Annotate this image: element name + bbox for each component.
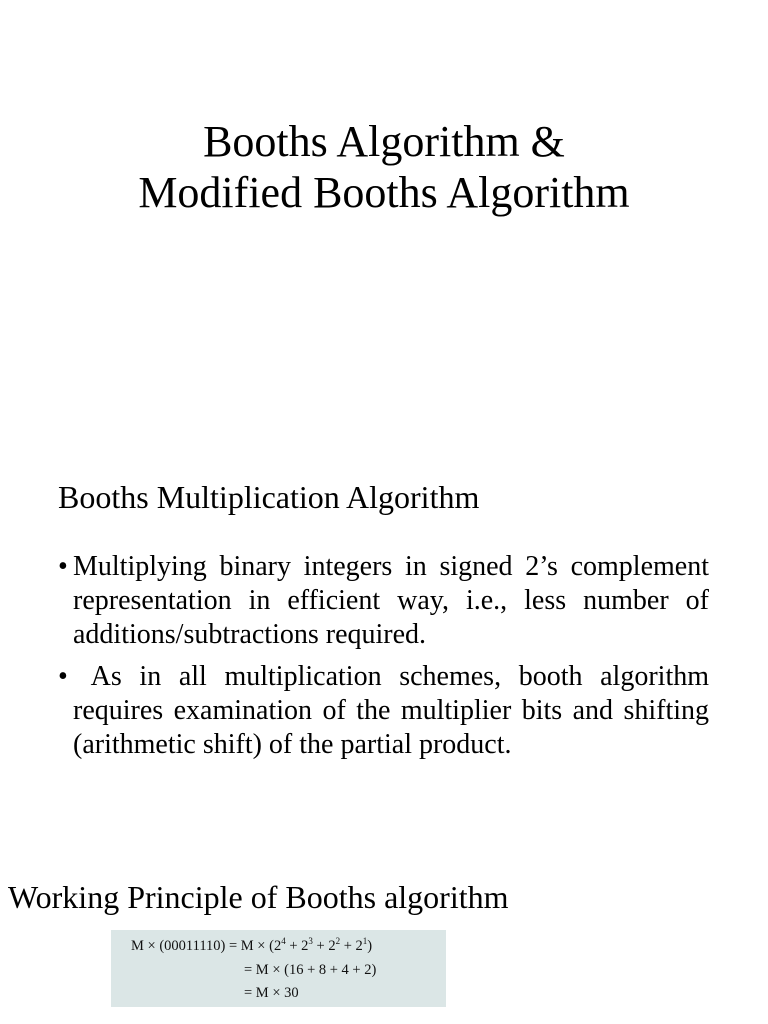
title-line-2: Modified Booths Algorithm [138,168,630,217]
section-heading: Booths Multiplication Algorithm [58,479,480,515]
page-title [0,116,768,218]
formula-line-3: = M × 30 [244,985,299,1001]
bullet-text-1: Multiplying binary integers in signed 2’s complement representation in efficient way, i.e., less number of additions/subtractions required. [73,551,709,650]
bullet-text-2: As in all multiplication schemes, booth algorithm requires examination of the multiplier bits and shifting (arithmetic shift) of the partial product. [73,661,717,760]
formula-image [111,930,446,1007]
bullet-item-2 [58,660,717,762]
bullet-list [58,550,717,770]
bullet-marker: • [58,551,68,582]
title-line-1: Booths Algorithm & [203,117,565,166]
principle-heading: Working Principle of Booths algorithm [8,879,509,915]
formula-line-2: = M × (16 + 8 + 4 + 2) [244,962,377,978]
bullet-marker: • [58,661,68,692]
formula-line-1: $M \times (00011110) = M \times (2^4 + 2^3 + 2^2 + 2^1)$ [131,936,373,954]
bullet-item-1 [58,550,709,652]
